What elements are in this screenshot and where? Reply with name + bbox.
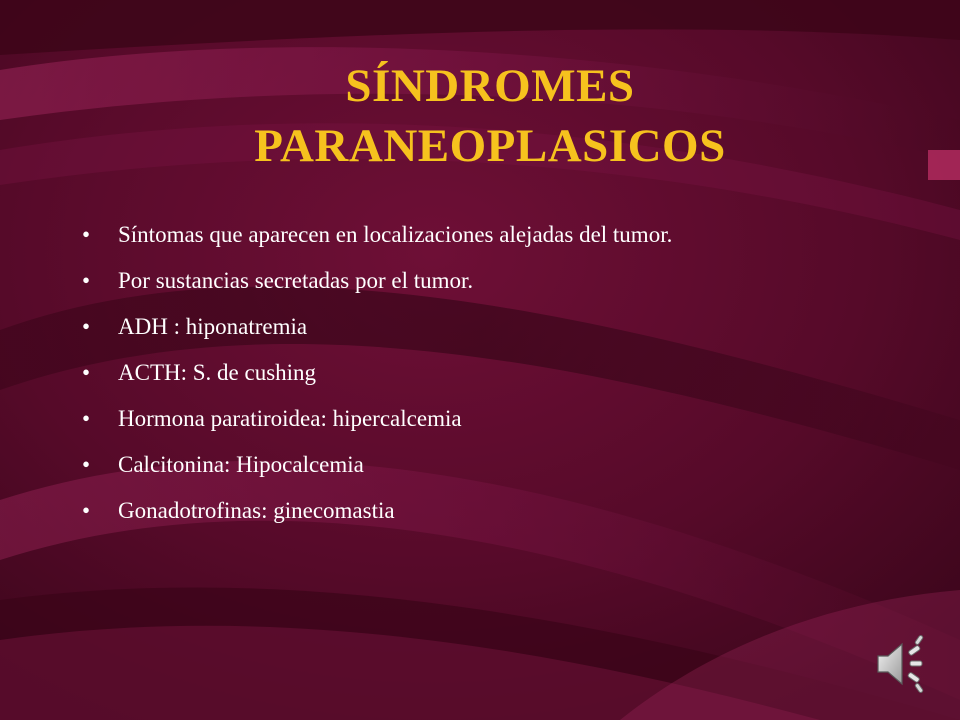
bullet-dot: • [82,314,91,339]
bullet-dot: • [82,498,91,523]
slide-title [150,56,830,176]
bullet-text: Por sustancias secretadas por el tumor. [118,268,474,293]
bullet-item [82,495,842,526]
bullet-text: ADH : hiponatremia [118,314,308,339]
bullet-dot: • [82,268,91,293]
bullet-item [82,357,842,388]
bullet-item [82,403,842,434]
speaker-icon[interactable] [872,632,936,696]
bullet-dot: • [82,222,91,247]
bullet-list [82,219,842,541]
bullet-text: Síntomas que aparecen en localizaciones alejadas del tumor. [118,222,673,247]
bullet-item [82,311,842,342]
bullet-dot: • [82,406,91,431]
bullet-text: Calcitonina: Hipocalcemia [118,452,364,477]
bullet-text: Hormona paratiroidea: hipercalcemia [118,406,462,431]
bullet-item [82,449,842,480]
bullet-item [82,219,842,250]
bullet-dot: • [82,452,91,477]
bullet-dot: • [82,360,91,385]
title-line-2: PARANEOPLASICOS [254,120,726,172]
bullet-item [82,265,842,296]
speaker-glyph [872,632,936,696]
title-line-1: SÍNDROMES [345,60,635,112]
bullet-text: ACTH: S. de cushing [118,360,317,385]
bullet-text: Gonadotrofinas: ginecomastia [118,498,395,523]
